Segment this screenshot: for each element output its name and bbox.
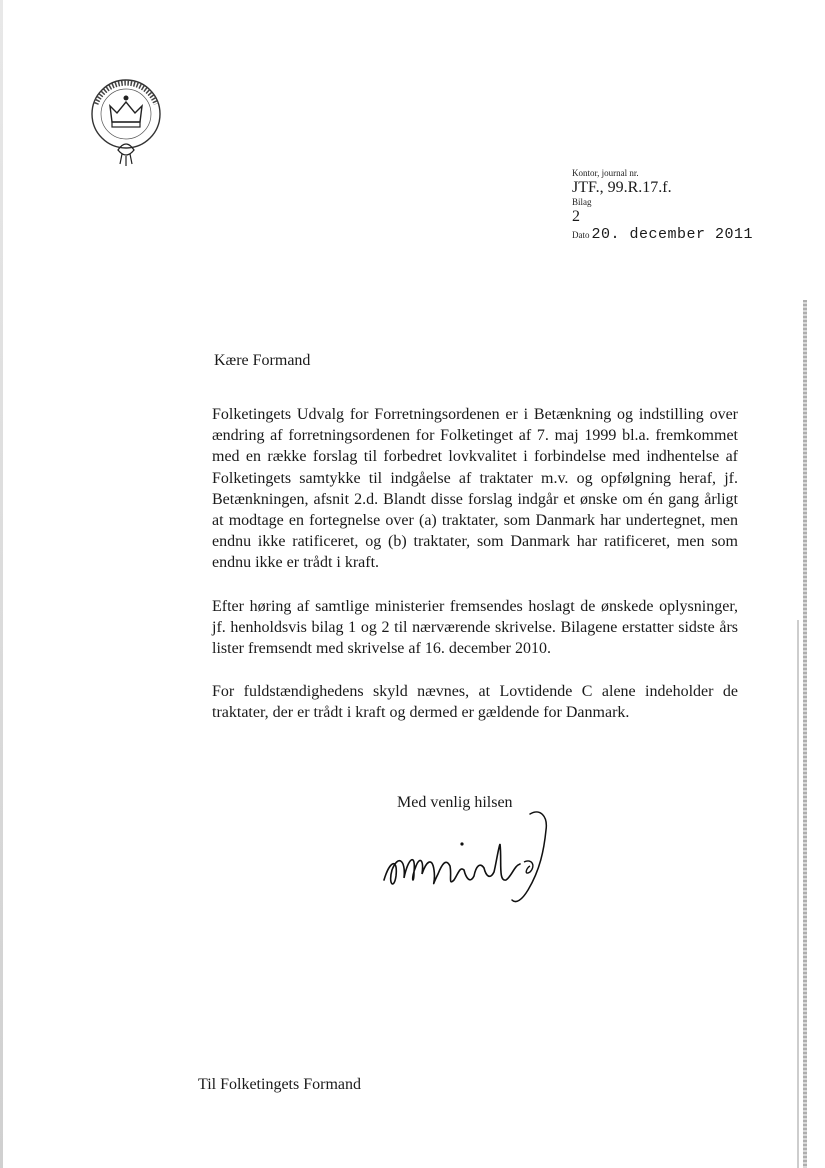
body-paragraph: Folketingets Udvalg for Forretningsordenen er i Betænkning og indstilling over ændring af forretningsordenen for Folketinget af 7. maj 1999 bl.a. fremkommet med en række forslag til forbedret lovkvalitet i forbindelse med indhentelse af Folketingets samtykke til indgåelse af traktater m.v. og opfølgning heraf, jf. Betænkningen, afsnit 2.d. Blandt disse forslag indgår et ønske om én gang årligt at modtage en fortegnelse over (a) traktater, som Danmark har undertegnet, men endnu ikke ratificeret, og (b) traktater, som Danmark har ratificeret, men som endnu ikke er trådt i kraft. [212,406,738,572]
letter-date: 20. december 2011 [591,226,754,243]
letter-metadata [572,168,792,243]
office-label: Kontor, journal nr. [572,168,639,178]
closing-phrase: Med venlig hilsen [397,794,513,811]
date-row [572,226,792,243]
scan-edge-right [803,300,807,1168]
letter-body [212,404,738,746]
salutation: Kære Formand [214,352,311,369]
scan-edge-left [0,0,3,1168]
handwritten-signature [380,800,570,910]
recipient-line: Til Folketingets Formand [198,1076,361,1093]
scan-edge-right-secondary [797,620,799,1168]
appendix-number: 2 [572,208,580,225]
body-paragraph: For fuldstændighedens skyld nævnes, at Lovtidende C alene indeholder de traktater, der er trådt i kraft og dermed er gældende for Danmark. [212,683,738,722]
appendix-label: Bilag [572,197,592,207]
ministry-seal-icon [86,74,172,170]
body-paragraph: Efter høring af samtlige ministerier fremsendes hoslagt de ønskede oplysninger, jf. henholdsvis bilag 1 og 2 til nærværende skrivelse. Bilagene erstatter sidste års lister fremsendt med skrivelse af 16. december 2010. [212,597,738,658]
date-label: Dato [572,230,590,240]
journal-number: JTF., 99.R.17.f. [572,179,672,196]
